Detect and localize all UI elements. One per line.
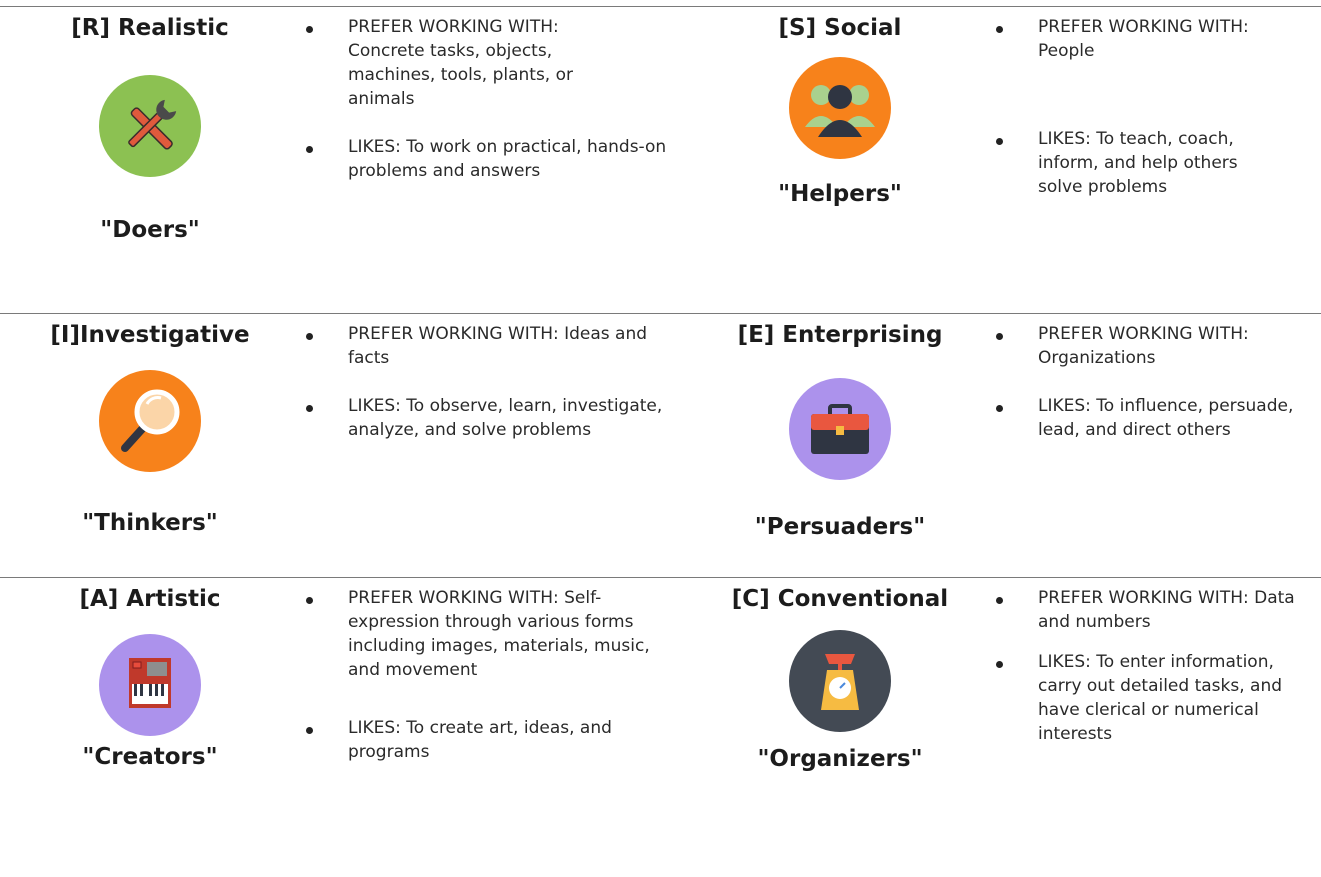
list-item (300, 586, 695, 682)
briefcase-icon (789, 378, 891, 480)
bullet-dot (996, 333, 1003, 340)
list-item (990, 394, 1310, 442)
bullet-dot (996, 138, 1003, 145)
likes-text: LIKES: To influence, persuade, lead, and direct others (1038, 396, 1294, 440)
bullet-dot (306, 26, 313, 33)
magnifying-glass-icon (99, 370, 201, 472)
type-cell-social (730, 7, 950, 209)
type-title: [S] Social (778, 15, 902, 41)
type-cell-enterprising (730, 314, 950, 542)
likes-text: LIKES: To enter information, carry out detailed tasks, and have clerical or numerical interests (1038, 652, 1283, 744)
bullet-dot (996, 26, 1003, 33)
description-conventional (990, 586, 1310, 746)
type-cell-conventional (730, 578, 950, 774)
prefer-text: PREFER WORKING WITH: Ideas and facts (348, 324, 648, 368)
people-group-icon (789, 57, 891, 159)
list-item (300, 716, 695, 764)
scale-icon (789, 630, 891, 732)
nickname: "Persuaders" (754, 514, 926, 540)
bullet-dot (306, 333, 313, 340)
prefer-text: PREFER WORKING WITH: Self-expression through various forms including images, materials, music, and movement (348, 588, 650, 680)
type-cell-realistic (40, 7, 260, 245)
type-title: [I]Investigative (50, 322, 250, 348)
description-artistic (300, 586, 695, 764)
type-title: [C] Conventional (731, 586, 949, 612)
prefer-text: PREFER WORKING WITH: People (1038, 17, 1249, 61)
bullet-dot (996, 405, 1003, 412)
table-row-investigative-enterprising (0, 313, 1321, 576)
list-item (300, 322, 695, 370)
bullet-dot (306, 597, 313, 604)
list-item (990, 650, 1310, 746)
nickname: "Creators" (82, 744, 218, 770)
nickname: "Thinkers" (82, 510, 218, 536)
list-item (300, 394, 695, 442)
list-item (990, 322, 1310, 370)
bullet-dot (306, 146, 313, 153)
bullet-dot (996, 661, 1003, 668)
bullet-dot (306, 727, 313, 734)
likes-text: LIKES: To teach, coach, inform, and help others solve problems (1038, 129, 1238, 197)
list-item (990, 586, 1310, 634)
description-social (990, 15, 1310, 199)
prefer-text: PREFER WORKING WITH: Concrete tasks, objects, machines, tools, plants, or animals (348, 17, 574, 109)
nickname: "Helpers" (778, 181, 902, 207)
table-row-realistic-social (0, 6, 1321, 307)
table-row-artistic-conventional (0, 577, 1321, 877)
description-realistic (300, 15, 695, 183)
type-title: [R] Realistic (71, 15, 229, 41)
likes-text: LIKES: To create art, ideas, and programs (348, 718, 612, 762)
prefer-text: PREFER WORKING WITH: Organizations (1038, 324, 1249, 368)
description-enterprising (990, 322, 1310, 442)
list-item (300, 135, 695, 183)
likes-text: LIKES: To observe, learn, investigate, analyze, and solve problems (348, 396, 663, 440)
list-item (990, 127, 1310, 199)
type-title: [E] Enterprising (737, 322, 943, 348)
type-cell-investigative (40, 314, 260, 538)
bullet-dot (306, 405, 313, 412)
prefer-text: PREFER WORKING WITH: Data and numbers (1038, 588, 1295, 632)
list-item (990, 15, 1310, 63)
bullet-dot (996, 597, 1003, 604)
nickname: "Doers" (100, 217, 200, 243)
type-title: [A] Artistic (79, 586, 221, 612)
nickname: "Organizers" (757, 746, 923, 772)
type-cell-artistic (40, 578, 260, 772)
list-item (300, 15, 695, 111)
description-investigative (300, 322, 695, 442)
keyboard-synth-icon (99, 634, 201, 736)
wrench-screwdriver-icon (99, 75, 201, 177)
likes-text: LIKES: To work on practical, hands-on problems and answers (348, 137, 667, 181)
